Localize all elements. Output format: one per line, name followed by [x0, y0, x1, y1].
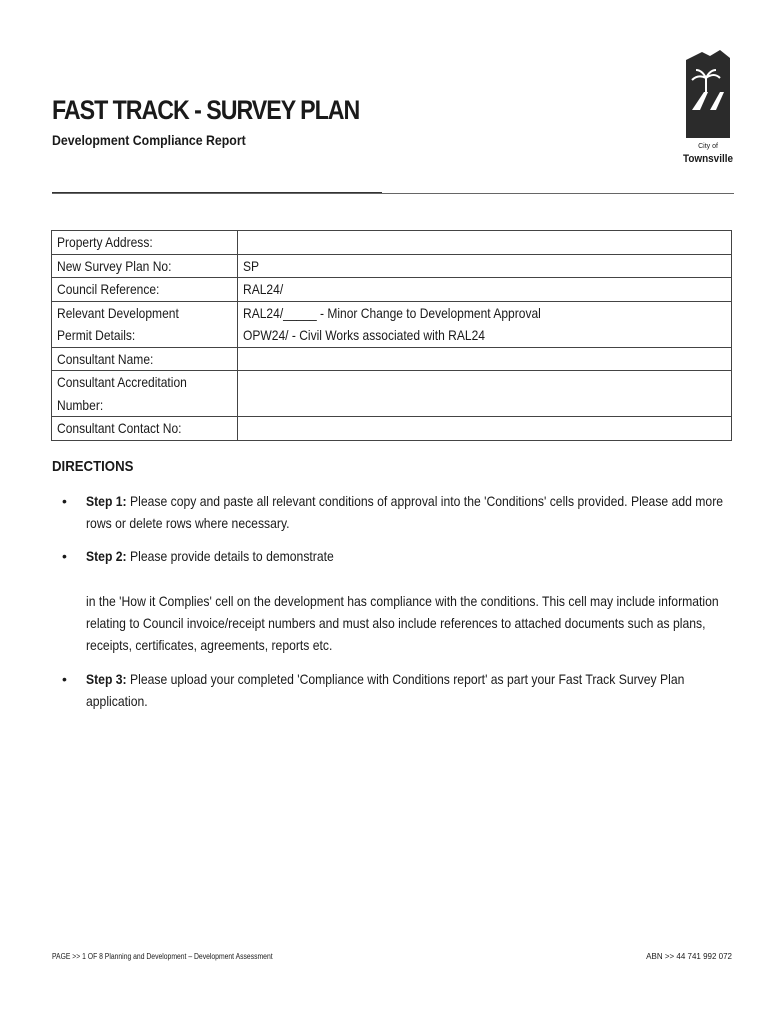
step-text: in the 'How it Complies' cell on the development has compliance with the conditions. This cell may include information relating to Council invoice/receipt numbers and must also include references to attached documents such as plans, receipts, certificates, agreements, reports etc.: [86, 593, 719, 653]
row-label: New Survey Plan No:: [52, 254, 238, 278]
document-title: FAST TRACK - SURVEY PLAN: [52, 95, 360, 125]
table-row: [52, 347, 732, 371]
consultant-name-field[interactable]: [238, 347, 732, 371]
row-label: Council Reference:: [52, 278, 238, 302]
city-logo: [680, 48, 736, 168]
survey-plan-field[interactable]: SP: [238, 254, 732, 278]
table-row: [52, 254, 732, 278]
accreditation-number-field[interactable]: [238, 371, 732, 417]
row-label: Consultant Name:: [52, 347, 238, 371]
table-row: [52, 231, 732, 255]
table-row: [52, 371, 732, 417]
table-row: [52, 301, 732, 347]
step-label: Step 2:: [86, 548, 127, 564]
bullet-icon: •: [62, 671, 67, 687]
step-1: [62, 490, 737, 534]
property-info-table: [51, 230, 732, 441]
row-label: Consultant Contact No:: [52, 417, 238, 441]
row-label: Relevant Development Permit Details:: [52, 301, 238, 347]
table-row: [52, 278, 732, 302]
permit-details-field[interactable]: RAL24/_____ - Minor Change to Development Approval OPW24/ - Civil Works associated with RAL24: [238, 301, 732, 347]
step-text: Please copy and paste all relevant conditions of approval into the 'Conditions' cells provided. Please add more rows or delete rows where necessary.: [86, 493, 724, 531]
logo-townsville: Townsville: [683, 153, 733, 165]
logo-city-of: City of: [698, 143, 718, 150]
footer-abn: ABN >> 44 741 992 072: [646, 952, 732, 961]
row-label: Consultant Accreditation Number:: [52, 371, 238, 417]
document-subtitle: Development Compliance Report: [52, 132, 246, 148]
bullet-icon: •: [62, 493, 67, 509]
property-address-field[interactable]: [238, 231, 732, 255]
step-3: [62, 668, 737, 712]
step-text: Please upload your completed 'Compliance with Conditions report' as part your Fast Track Survey Plan application.: [86, 671, 685, 709]
directions-heading: DIRECTIONS: [52, 458, 134, 475]
step-2-continuation: [62, 590, 737, 656]
table-row: [52, 417, 732, 441]
header-rule: [52, 193, 734, 194]
step-label: Step 3:: [86, 671, 127, 687]
row-label: Property Address:: [52, 231, 238, 255]
council-reference-field[interactable]: RAL24/: [238, 278, 732, 302]
step-label: Step 1:: [86, 493, 127, 509]
step-text: Please provide details to demonstrate: [130, 548, 334, 564]
footer-page-info: PAGE >> 1 OF 8 Planning and Development – Development Assessment: [52, 952, 273, 961]
contact-number-field[interactable]: [238, 417, 732, 441]
step-2: [62, 545, 737, 567]
bullet-icon: •: [62, 548, 67, 564]
